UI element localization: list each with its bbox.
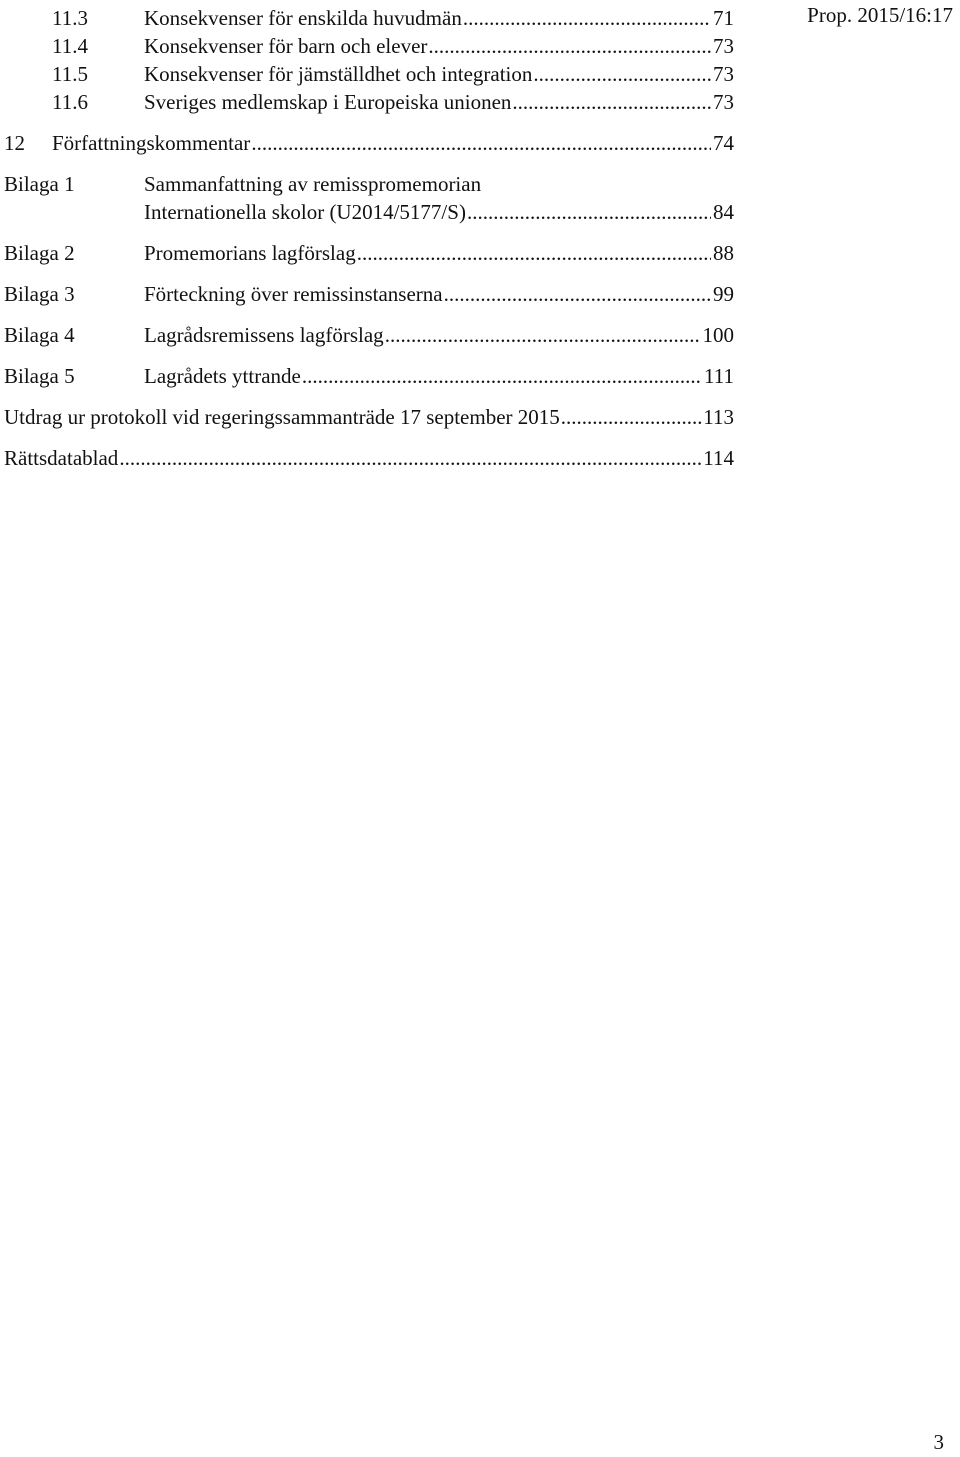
toc-entry-label: Bilaga 4 [4, 323, 75, 347]
toc-entry-bilaga-2[interactable] [4, 239, 734, 267]
toc-entry-page: 74 [713, 131, 734, 155]
toc-entry-title: Rättsdatablad [4, 446, 119, 470]
page-number: 3 [933, 1430, 944, 1454]
toc-entry-label: Bilaga 3 [4, 282, 75, 306]
toc-entry-title: Konsekvenser för barn och elever [144, 34, 428, 58]
toc-entry-title: Sveriges medlemskap i Europeiska unionen [144, 90, 512, 114]
toc-entry-page: 84 [713, 200, 734, 224]
dot-leader [251, 129, 711, 157]
dot-leader [428, 32, 711, 60]
toc-entry-title: Konsekvenser för enskilda huvudmän [144, 6, 462, 30]
toc-entry-page: 88 [713, 241, 734, 265]
toc-entry-utdrag[interactable] [4, 403, 734, 431]
toc-entry-page: 100 [702, 323, 734, 347]
dot-leader [467, 198, 711, 226]
toc-entry-label: Bilaga 2 [4, 241, 75, 265]
toc-entry-page: 114 [703, 446, 734, 470]
toc-entry-bilaga-3[interactable] [4, 280, 734, 308]
dot-leader [533, 60, 711, 88]
toc-entry-title-line1: Sammanfattning av remisspromemorian [144, 172, 482, 196]
dot-leader [119, 444, 701, 472]
dot-leader [385, 321, 701, 349]
toc-entry-page: 99 [713, 282, 734, 306]
toc-entry-page: 113 [703, 405, 734, 429]
toc-entry-number: 11.6 [52, 90, 88, 114]
toc-entry-title: Konsekvenser för jämställdhet och integration [144, 62, 533, 86]
toc-entry-page: 73 [713, 90, 734, 114]
toc-entry-number: 11.5 [52, 62, 88, 86]
toc-entry-page: 73 [713, 62, 734, 86]
toc-entry-bilaga-1[interactable] [4, 170, 734, 226]
toc-entry-11-3[interactable] [4, 4, 734, 32]
dot-leader [357, 239, 711, 267]
toc-entry-11-6[interactable] [4, 88, 734, 116]
toc-entry-number: 12 [4, 131, 25, 155]
dot-leader [302, 362, 702, 390]
toc-entry-title: Utdrag ur protokoll vid regeringssammanträde 17 september 2015 [4, 405, 560, 429]
toc-entry-page: 73 [713, 34, 734, 58]
toc-entry-12[interactable] [4, 129, 734, 157]
toc-entry-label: Bilaga 1 [4, 172, 75, 196]
toc-entry-bilaga-4[interactable] [4, 321, 734, 349]
proposition-reference: Prop. 2015/16:17 [807, 3, 953, 27]
dot-leader [444, 280, 711, 308]
toc-entry-title: Promemorians lagförslag [144, 241, 356, 265]
toc-entry-title: Lagrådets yttrande [144, 364, 301, 388]
toc-entry-title: Författningskommentar [52, 131, 251, 155]
toc-entry-page: 111 [704, 364, 734, 388]
dot-leader [512, 88, 711, 116]
toc-entry-number: 11.4 [52, 34, 88, 58]
toc-entry-11-5[interactable] [4, 60, 734, 88]
toc-entry-number: 11.3 [52, 6, 88, 30]
dot-leader [463, 4, 711, 32]
toc-entry-title: Förteckning över remissinstanserna [144, 282, 443, 306]
toc-entry-title: Internationella skolor (U2014/5177/S) [144, 200, 466, 224]
toc-entry-11-4[interactable] [4, 32, 734, 60]
toc-entry-page: 71 [713, 6, 734, 30]
table-of-contents [4, 0, 734, 468]
toc-entry-rattsdatablad[interactable] [4, 444, 734, 472]
dot-leader [561, 403, 701, 431]
toc-entry-bilaga-5[interactable] [4, 362, 734, 390]
toc-entry-title: Lagrådsremissens lagförslag [144, 323, 384, 347]
toc-entry-label: Bilaga 5 [4, 364, 75, 388]
